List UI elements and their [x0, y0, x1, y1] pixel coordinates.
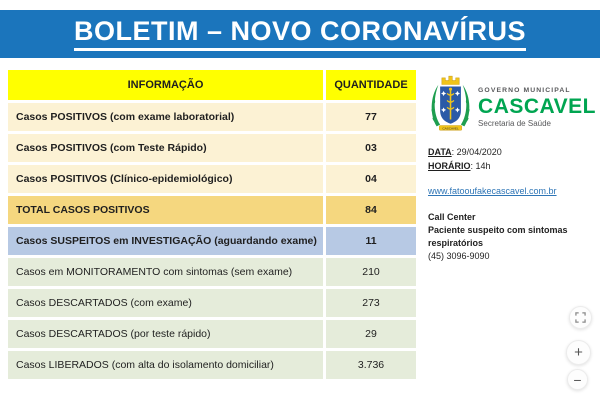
- table-row: [8, 289, 416, 317]
- quantity-cell: 04: [326, 165, 416, 193]
- coat-of-arms-icon: [428, 70, 473, 136]
- minus-icon: −: [573, 371, 582, 388]
- title-banner: [0, 10, 600, 58]
- expand-button[interactable]: [569, 306, 592, 329]
- logo-city-name: CASCAVEL: [478, 95, 596, 119]
- fact-check-link[interactable]: www.fatooufakecascavel.com.br: [428, 186, 557, 196]
- quantity-cell: 03: [326, 134, 416, 162]
- cases-table: [8, 70, 416, 382]
- table-row: [8, 165, 416, 193]
- info-cell: Casos LIBERADOS (com alta do isolamento domiciliar): [8, 351, 323, 379]
- info-cell: Casos em MONITORAMENTO com sintomas (sem exame): [8, 258, 323, 286]
- table-row: [8, 351, 416, 379]
- call-center-phone: (45) 3096-9090: [428, 250, 490, 261]
- quantity-cell: 77: [326, 103, 416, 131]
- call-center-title: Call Center: [428, 211, 476, 222]
- cascavel-logo: [428, 70, 596, 136]
- zoom-in-button[interactable]: [566, 340, 591, 365]
- quantity-cell: 273: [326, 289, 416, 317]
- date-label: DATA: [428, 147, 452, 157]
- column-header-quantidade: QUANTIDADE: [326, 70, 416, 100]
- zoom-out-button[interactable]: [567, 369, 588, 390]
- quantity-cell: 84: [326, 196, 416, 224]
- call-center-block: [428, 211, 596, 263]
- info-cell: Casos POSITIVOS (Clínico-epidemiológico): [8, 165, 323, 193]
- table-body: [8, 103, 416, 379]
- info-cell: Casos DESCARTADOS (com exame): [8, 289, 323, 317]
- table-row: [8, 320, 416, 348]
- table-row: [8, 227, 416, 255]
- quantity-cell: 3.736: [326, 351, 416, 379]
- time-value: : 14h: [470, 160, 491, 171]
- column-header-informacao: INFORMAÇÃO: [8, 70, 323, 100]
- side-panel: [428, 70, 596, 263]
- table-row: [8, 103, 416, 131]
- table-header-row: [8, 70, 416, 100]
- date-line: [428, 146, 596, 160]
- info-cell: Casos DESCARTADOS (por teste rápido): [8, 320, 323, 348]
- logo-department-label: Secretaria de Saúde: [478, 119, 551, 129]
- time-label: HORÁRIO: [428, 160, 471, 171]
- quantity-cell: 29: [326, 320, 416, 348]
- table-row: [8, 134, 416, 162]
- page-title: BOLETIM – NOVO CORONAVÍRUS: [74, 17, 526, 51]
- info-cell: Casos POSITIVOS (com Teste Rápido): [8, 134, 323, 162]
- plus-icon: +: [574, 344, 583, 361]
- info-cell: Casos POSITIVOS (com exame laboratorial): [8, 103, 323, 131]
- logo-text: [478, 77, 596, 128]
- table-row: [8, 258, 416, 286]
- bulletin-meta: [428, 146, 596, 263]
- info-cell: Casos SUSPEITOS em INVESTIGAÇÃO (aguardando exame): [8, 227, 323, 255]
- call-center-description: Paciente suspeito com sintomas respiratórios: [428, 224, 568, 248]
- svg-text:CASCAVEL: CASCAVEL: [442, 126, 459, 131]
- time-line: [428, 160, 596, 174]
- table-row: [8, 196, 416, 224]
- date-value: : 29/04/2020: [451, 147, 502, 157]
- expand-icon: [575, 312, 586, 323]
- quantity-cell: 11: [326, 227, 416, 255]
- info-cell: TOTAL CASOS POSITIVOS: [8, 196, 323, 224]
- logo-government-label: GOVERNO MUNICIPAL: [478, 87, 571, 95]
- quantity-cell: 210: [326, 258, 416, 286]
